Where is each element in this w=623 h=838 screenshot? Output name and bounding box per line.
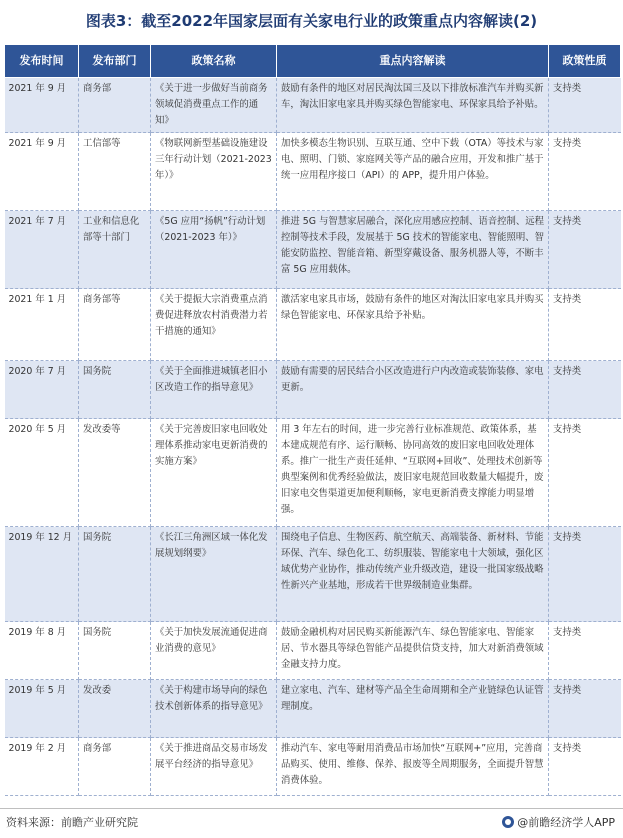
row-dept: 发改委 <box>79 680 151 738</box>
row-dept: 商务部等 <box>79 289 151 361</box>
row-type: 支持类 <box>549 622 621 680</box>
row-date: 2019 年 12 月 <box>5 527 79 622</box>
row-policy-name: 《关于完善废旧家电回收处理体系推动家电更新消费的实施方案》 <box>151 419 277 527</box>
row-policy-name: 《长江三角洲区域一体化发展规划纲要》 <box>151 527 277 622</box>
row-dept: 商务部 <box>79 78 151 133</box>
row-date: 2019 年 2 月 <box>5 738 79 796</box>
row-type: 支持类 <box>549 419 621 527</box>
row-content: 推进 5G 与智慧家居融合，深化应用感应控制、语音控制、远程控制等技术手段，发展基于 5G 技术的智能家电、智能照明、智能安防监控、智能音箱、新型穿戴设备、服务机器人等，不断丰富 5G 应用载体。 <box>277 211 549 289</box>
table-row <box>5 419 621 527</box>
row-policy-name: 《关于加快发展流通促进商业消费的意见》 <box>151 622 277 680</box>
row-policy-name: 《关于全面推进城镇老旧小区改造工作的指导意见》 <box>151 361 277 419</box>
table-row <box>5 78 621 133</box>
row-date: 2021 年 9 月 <box>5 78 79 133</box>
row-type: 支持类 <box>549 211 621 289</box>
row-type: 支持类 <box>549 680 621 738</box>
row-type: 支持类 <box>549 527 621 622</box>
column-header-dept: 发布部门 <box>79 45 151 78</box>
row-policy-name: 《关于推进商品交易市场发展平台经济的指导意见》 <box>151 738 277 796</box>
column-header-date: 发布时间 <box>5 45 79 78</box>
page-title: 图表3：截至2022年国家层面有关家电行业的政策重点内容解读(2) <box>85 12 538 30</box>
row-date: 2020 年 5 月 <box>5 419 79 527</box>
row-date: 2021 年 1 月 <box>5 289 79 361</box>
table-header-row <box>5 45 621 78</box>
row-content: 激活家电家具市场，鼓励有条件的地区对淘汰旧家电家具并购买绿色智能家电、环保家具给予补贴。 <box>277 289 549 361</box>
policy-table <box>4 44 621 796</box>
brand-label: @前瞻经济学人APP <box>517 816 615 829</box>
row-content: 鼓励有需要的居民结合小区改造进行户内改造或装饰装修、家电更新。 <box>277 361 549 419</box>
table-row <box>5 133 621 211</box>
row-type: 支持类 <box>549 289 621 361</box>
row-policy-name: 《关于构建市场导向的绿色技术创新体系的指导意见》 <box>151 680 277 738</box>
row-policy-name: 《物联网新型基础设施建设三年行动计划（2021-2023 年）》 <box>151 133 277 211</box>
row-dept: 国务院 <box>79 361 151 419</box>
column-header-name: 政策名称 <box>151 45 277 78</box>
table-row <box>5 527 621 622</box>
row-type: 支持类 <box>549 78 621 133</box>
row-policy-name: 《5G 应用“扬帆”行动计划（2021-2023 年）》 <box>151 211 277 289</box>
table-row <box>5 361 621 419</box>
row-policy-name: 《关于进一步做好当前商务领域促消费重点工作的通知》 <box>151 78 277 133</box>
row-content: 用 3 年左右的时间，进一步完善行业标准规范、政策体系，基本建成规范有序、运行顺畅、协同高效的废旧家电回收处理体系。推广一批生产责任延伸、“互联网+回收”、处理技术创新等典型案例和优秀经验做法，废旧家电规范回收数量大幅提升，废旧家电交售渠道更加便利顺畅，家电更新消费支撑能力明显增强。 <box>277 419 549 527</box>
footer <box>0 808 623 831</box>
row-dept: 发改委等 <box>79 419 151 527</box>
table-row <box>5 289 621 361</box>
row-content: 鼓励金融机构对居民购买新能源汽车、绿色智能家电、智能家居、节水器具等绿色智能产品提供信贷支持，加大对新消费领域金融支持力度。 <box>277 622 549 680</box>
row-date: 2021 年 7 月 <box>5 211 79 289</box>
column-header-content: 重点内容解读 <box>277 45 549 78</box>
row-content: 建立家电、汽车、建材等产品全生命周期和全产业链绿色认证管理制度。 <box>277 680 549 738</box>
row-date: 2019 年 5 月 <box>5 680 79 738</box>
row-date: 2019 年 8 月 <box>5 622 79 680</box>
row-dept: 国务院 <box>79 622 151 680</box>
qianzhan-logo-icon <box>502 816 514 828</box>
table-row <box>5 680 621 738</box>
table-row <box>5 622 621 680</box>
brand-credit <box>502 814 615 830</box>
row-dept: 国务院 <box>79 527 151 622</box>
source-note: 资料来源：前瞻产业研究院 <box>6 816 138 829</box>
row-date: 2021 年 9 月 <box>5 133 79 211</box>
row-content: 围绕电子信息、生物医药、航空航天、高端装备、新材料、节能环保、汽车、绿色化工、纺织服装、智能家电十大领域，强化区域优势产业协作，推动传统产业升级改造，建设一批国家级战略性新兴产业基地，形成若干世界级制造业集群。 <box>277 527 549 622</box>
row-dept: 工业和信息化部等十部门 <box>79 211 151 289</box>
row-type: 支持类 <box>549 738 621 796</box>
row-dept: 工信部等 <box>79 133 151 211</box>
column-header-type: 政策性质 <box>549 45 621 78</box>
row-type: 支持类 <box>549 133 621 211</box>
row-content: 推动汽车、家电等耐用消费品市场加快“互联网+”应用，完善商品购买、使用、维修、保养、报废等全周期服务，全面提升智慧消费体验。 <box>277 738 549 796</box>
row-date: 2020 年 7 月 <box>5 361 79 419</box>
row-dept: 商务部 <box>79 738 151 796</box>
row-type: 支持类 <box>549 361 621 419</box>
table-row <box>5 738 621 796</box>
table-row <box>5 211 621 289</box>
row-content: 加快多模态生物识别、互联互通、空中下载（OTA）等技术与家电、照明、门锁、家庭网关等产品的融合应用，开发和推广基于统一应用程序接口（API）的 APP，提升用户体验。 <box>277 133 549 211</box>
row-policy-name: 《关于提振大宗消费重点消费促进释放农村消费潜力若干措施的通知》 <box>151 289 277 361</box>
row-content: 鼓励有条件的地区对居民淘汰国三及以下排放标准汽车并购买新车，淘汰旧家电家具并购买绿色智能家电、环保家具给予补贴。 <box>277 78 549 133</box>
